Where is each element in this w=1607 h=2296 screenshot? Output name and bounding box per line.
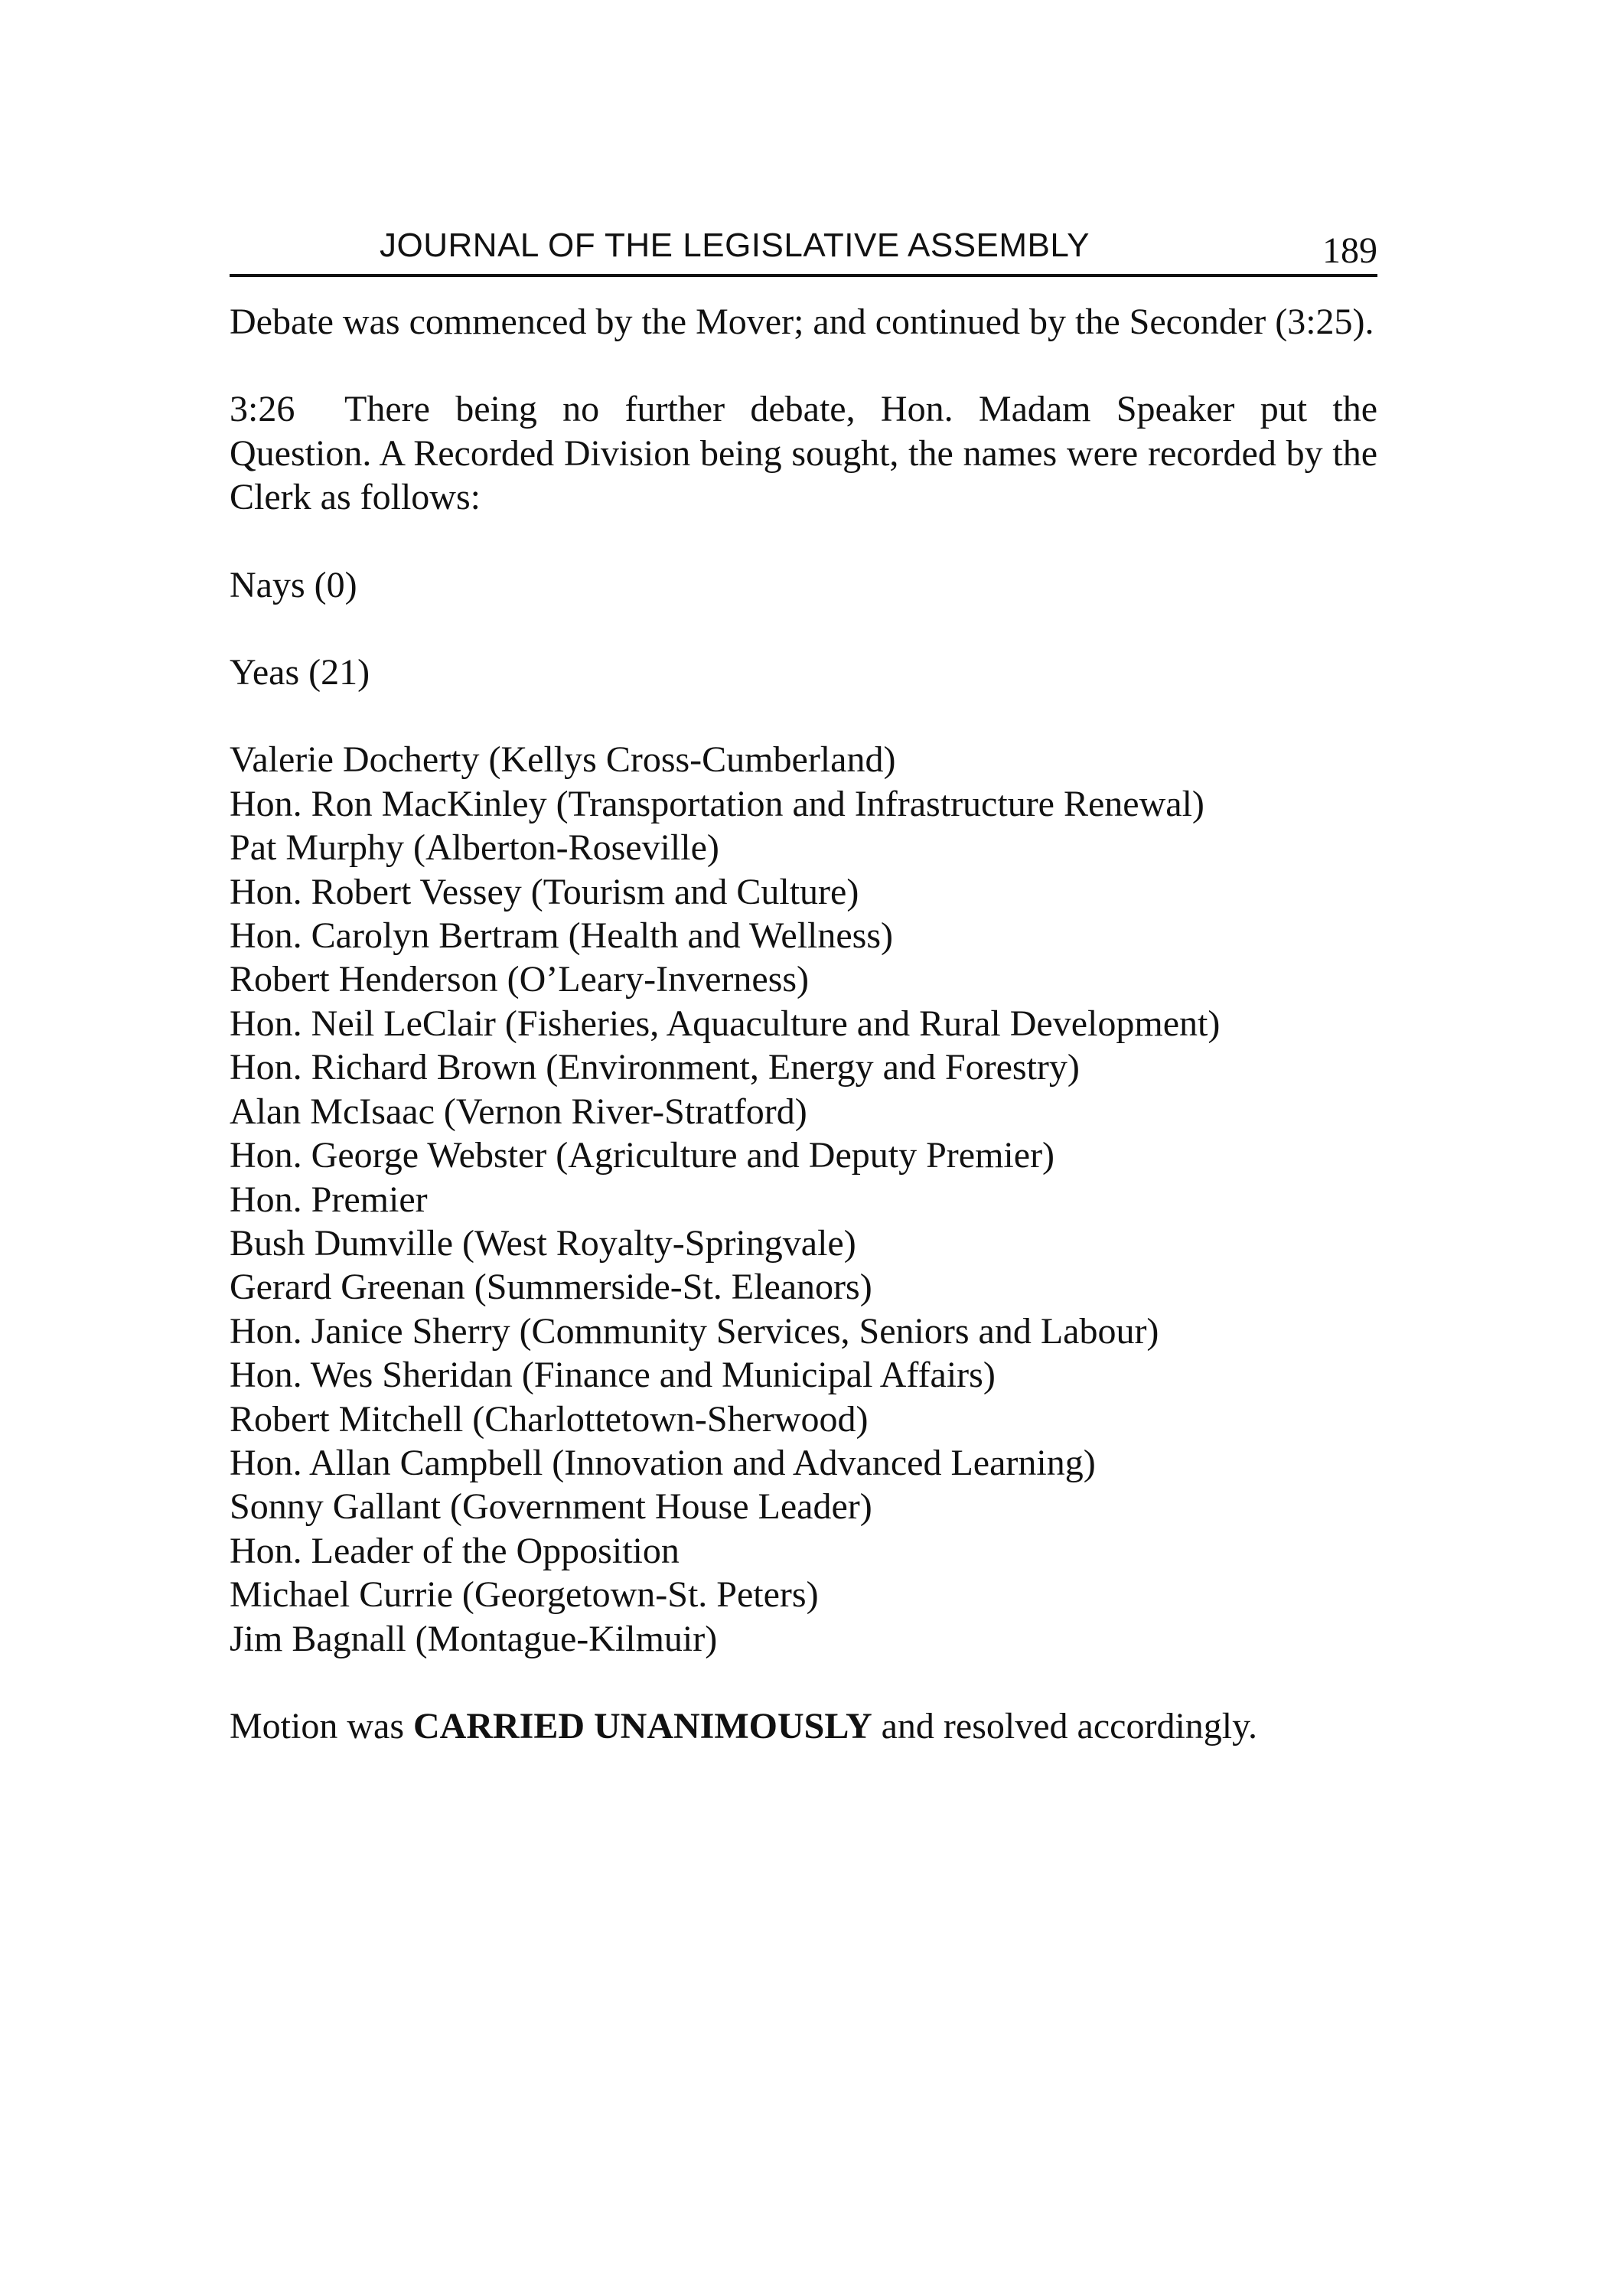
result-prefix: Motion was <box>230 1705 404 1746</box>
debate-paragraph: Debate was commenced by the Mover; and continued by the Seconder (3:25). <box>230 302 1374 342</box>
voter-entry: Hon. Ron MacKinley (Transportation and Infrastructure Renewal) <box>230 783 1204 824</box>
result-suffix: and resolved accordingly. <box>881 1705 1257 1746</box>
journal-body <box>230 300 1377 1748</box>
motion-result <box>230 1704 1377 1748</box>
result-emphasis: CARRIED UNANIMOUSLY <box>413 1705 872 1746</box>
yeas-count: Yeas (21) <box>230 652 370 693</box>
voter-entry: Pat Murphy (Alberton-Roseville) <box>230 827 719 869</box>
voter-entry: Hon. Richard Brown (Environment, Energy and Forestry) <box>230 1047 1080 1088</box>
voter-entry: Hon. Janice Sherry (Community Services, Seniors and Labour) <box>230 1310 1159 1352</box>
voter-entry: Michael Currie (Georgetown-St. Peters) <box>230 1574 819 1616</box>
voter-entry: Hon. Allan Campbell (Innovation and Advanced Learning) <box>230 1442 1096 1483</box>
voter-entry: Bush Dumville (West Royalty-Springvale) <box>230 1222 856 1264</box>
journal-page <box>230 222 1377 1748</box>
question-paragraph <box>230 387 1377 519</box>
voter-entry: Valerie Docherty (Kellys Cross-Cumberland) <box>230 739 896 781</box>
page-header <box>230 222 1377 277</box>
voter-entry: Hon. Neil LeClair (Fisheries, Aquaculture and Rural Development) <box>230 1003 1221 1044</box>
voter-entry: Hon. George Webster (Agriculture and Deputy Premier) <box>230 1135 1055 1176</box>
nays-count: Nays (0) <box>230 564 357 605</box>
item-number: 3:26 <box>230 389 295 430</box>
voter-entry: Hon. Premier <box>230 1179 428 1220</box>
voter-entry: Jim Bagnall (Montague-Kilmuir) <box>230 1618 718 1659</box>
voter-entry: Gerard Greenan (Summerside-St. Eleanors) <box>230 1267 872 1308</box>
voter-entry: Hon. Carolyn Bertram (Health and Wellness) <box>230 915 894 957</box>
yeas-list <box>230 738 1377 1661</box>
voter-entry: Alan McIsaac (Vernon River-Stratford) <box>230 1091 807 1132</box>
voter-entry: Hon. Leader of the Opposition <box>230 1530 680 1571</box>
page-number: 189 <box>1322 230 1377 271</box>
voter-entry: Robert Henderson (O’Leary-Inverness) <box>230 959 810 1000</box>
voter-entry: Hon. Robert Vessey (Tourism and Culture) <box>230 871 859 912</box>
voter-entry: Hon. Wes Sheridan (Finance and Municipal Affairs) <box>230 1355 996 1396</box>
journal-title: JOURNAL OF THE LEGISLATIVE ASSEMBLY <box>380 227 1090 264</box>
voter-entry: Sonny Gallant (Government House Leader) <box>230 1486 872 1528</box>
question-text: There being no further debate, Hon. Madam Speaker put the Question. A Recorded Division being sought, the names were recorded by the Clerk as follows: <box>230 389 1377 518</box>
voter-entry: Robert Mitchell (Charlottetown-Sherwood) <box>230 1398 869 1440</box>
